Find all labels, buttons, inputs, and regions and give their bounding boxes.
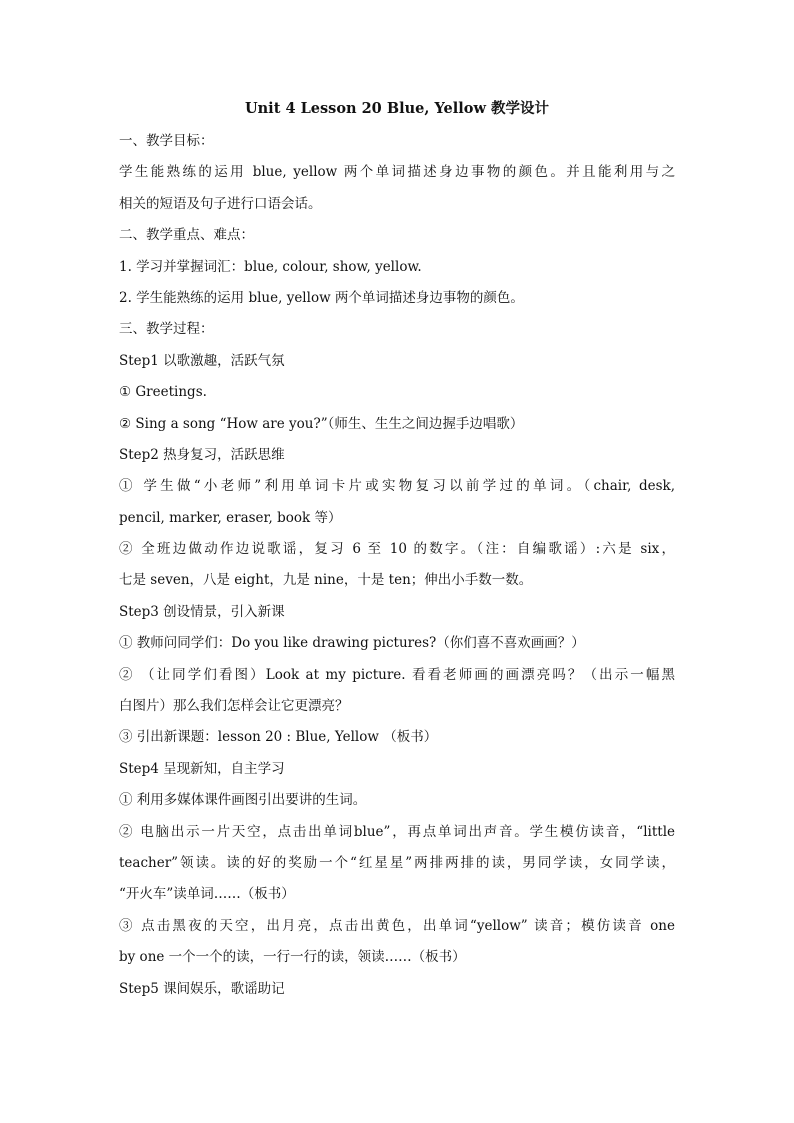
list-item: ① Greetings.: [119, 384, 207, 401]
paragraph-line: by one 一个一个的读，一行一行的读，领读……（板书）: [119, 949, 466, 966]
document-title: Unit 4 Lesson 20 Blue, Yellow 教学设计: [245, 100, 549, 117]
paragraph-line: 相关的短语及句子进行口语会话。: [119, 195, 322, 212]
paragraph-line: pencil, marker, eraser, book 等）: [119, 509, 342, 526]
paragraph-line: 白图片）那么我们怎样会让它更漂亮？: [119, 698, 349, 715]
list-item: 2. 学生能熟练的运用 blue, yellow 两个单词描述身边事物的颜色。: [119, 289, 524, 306]
list-item: ③ 引出新课题：lesson 20 : Blue, Yellow （板书）: [119, 729, 438, 746]
paragraph-line: 七是 seven，八是 eight，九是 nine，十是 ten；伸出小手数一数。: [119, 572, 533, 589]
section-heading-process: 三、教学过程：: [119, 321, 214, 338]
list-item: ② 全班边做动作边说歌谣，复习 6 至 10 的数字。（注：自编歌谣）:六是 six，: [119, 541, 675, 558]
list-item: ① 利用多媒体课件画图引出要讲的生词。: [119, 792, 367, 809]
step-heading: Step5 课间娱乐，歌谣助记: [119, 980, 285, 997]
list-item: ③ 点击黑夜的天空，出月亮，点击出黄色，出单词“yellow” 读音；模仿读音 one: [119, 917, 675, 934]
list-item: ② 电脑出示一片天空，点击出单词blue”，再点单词出声音。学生模仿读音，“little: [119, 823, 675, 840]
section-heading-objectives: 一、教学目标：: [119, 133, 214, 149]
paragraph-line: “开火车”读单词……（板书）: [119, 886, 295, 903]
list-item: ① 学生做“小老师”利用单词卡片或实物复习以前学过的单词。（chair, desk,: [119, 478, 675, 495]
paragraph-line: teacher”领读。读的好的奖励一个“红星星”两排两排的读，男同学读，女同学读，: [119, 854, 675, 871]
list-item: ② Sing a song “How are you?”（师生、生生之间边握手边唱歌）: [119, 415, 524, 432]
step-heading: Step4 呈现新知，自主学习: [119, 760, 285, 777]
section-heading-key-points: 二、教学重点、难点：: [119, 227, 254, 244]
step-heading: Step1 以歌激趣，活跃气氛: [119, 352, 285, 369]
list-item: ① 教师问同学们：Do you like drawing pictures?（你们喜不喜欢画画？）: [119, 635, 585, 652]
list-item: ② （让同学们看图）Look at my picture. 看看老师画的画漂亮吗？（出示一幅黑: [119, 666, 675, 683]
paragraph-line: 学生能熟练的运用 blue, yellow 两个单词描述身边事物的颜色。并且能利用与之: [119, 164, 675, 181]
step-heading: Step3 创设情景，引入新课: [119, 603, 285, 620]
step-heading: Step2 热身复习，活跃思维: [119, 446, 285, 463]
list-item: 1. 学习并掌握词汇：blue, colour, show, yellow.: [119, 258, 422, 275]
document-body: [119, 98, 675, 1005]
